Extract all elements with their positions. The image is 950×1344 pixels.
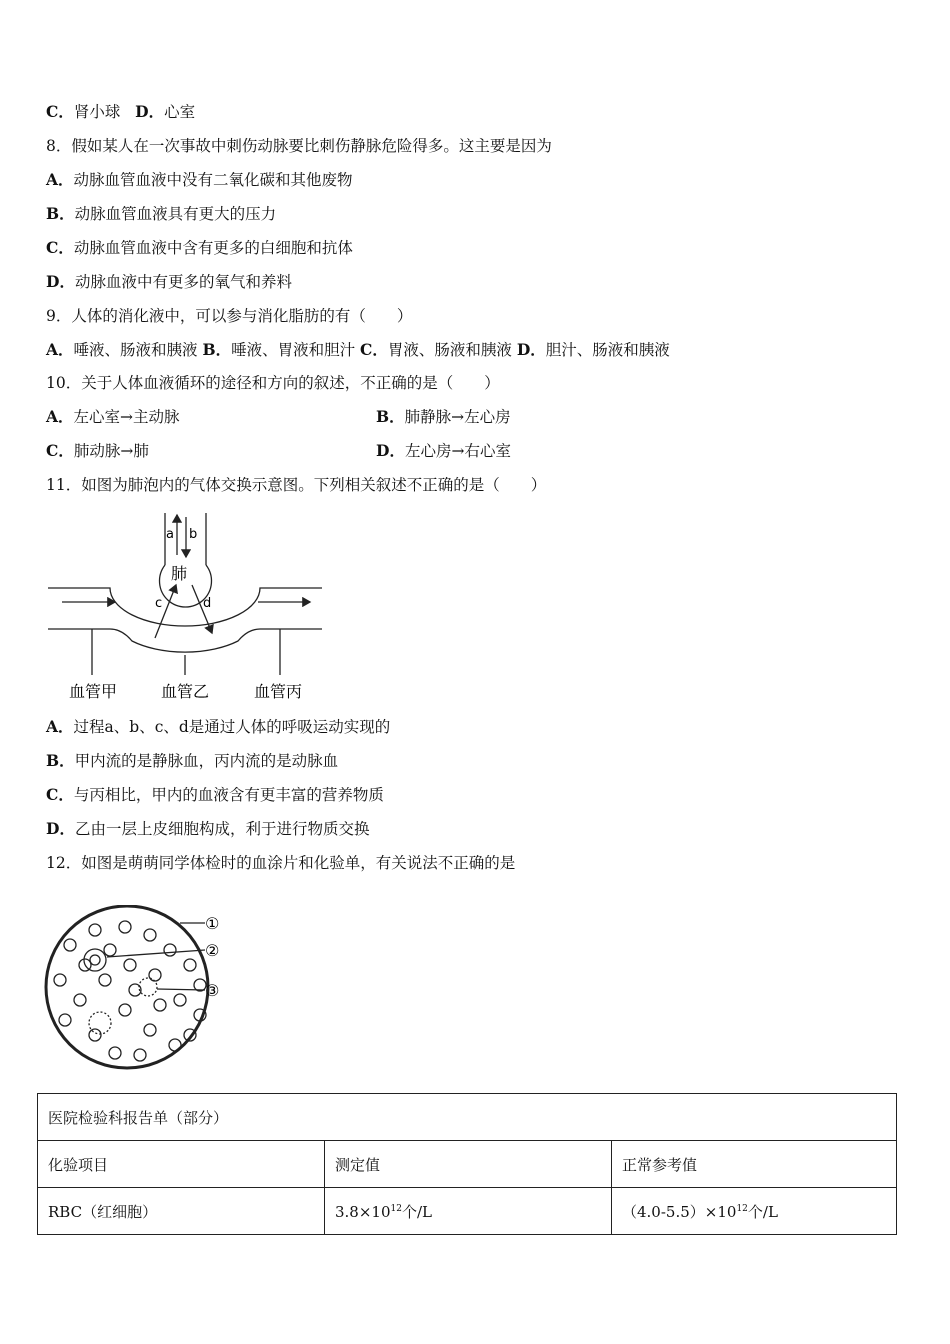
q8-option-c: C．动脉血管血液中含有更多的白细胞和抗体 [46, 238, 353, 257]
q10-stem: 10．关于人体血液循环的途径和方向的叙述，不正确的是（ ） [46, 374, 500, 392]
figure-label-a: a [166, 527, 174, 542]
report-cell-value: $3.8\times 10^{12}$个/L [325, 1188, 612, 1235]
q11-stem: 11．如图为肺泡内的气体交换示意图。下列相关叙述不正确的是（ ） [46, 476, 547, 494]
alveolus-gas-exchange-figure [40, 505, 340, 705]
q11-option-a: A．过程a、b、c、d是通过人体的呼吸运动实现的 [46, 717, 391, 736]
q11-option-b: B．甲内流的是静脉血，丙内流的是动脉血 [46, 751, 339, 770]
report-title: 医院检验科报告单（部分） [38, 1094, 897, 1141]
q8-option-d: D．动脉血液中有更多的氧气和养料 [46, 272, 292, 291]
figure-label-vessel-2: 血管乙 [161, 682, 210, 701]
blood-smear-mark-3: ③ [205, 981, 220, 1000]
q10-option-b: B．肺静脉→左心房 [376, 407, 511, 426]
q8-option-b: B．动脉血管血液具有更大的压力 [46, 204, 277, 223]
q9-options-line: A．唾液、肠液和胰液 B．唾液、胃液和胆汁 C．胃液、肠液和胰液 D．胆汁、肠液和胰液 [46, 340, 670, 359]
figure-label-alveolus: 肺 [171, 564, 188, 583]
q10-option-d: D．左心房→右心室 [376, 441, 511, 460]
q7-option-d-label: D． [135, 102, 165, 121]
q7-options-line [46, 102, 195, 122]
q12-stem: 12．如图是萌萌同学体检时的血涂片和化验单，有关说法不正确的是 [46, 854, 516, 872]
figure-label-vessel-3: 血管丙 [254, 682, 303, 701]
report-cell-reference: $(4.0-5.5)\times 10^{12}$个/L [612, 1188, 897, 1235]
q7-option-d-text: 心室 [164, 103, 196, 121]
q8-stem: 8．假如某人在一次事故中刺伤动脉要比刺伤静脉危险得多。这主要是因为 [46, 137, 552, 155]
q11-option-d: D．乙由一层上皮细胞构成，利于进行物质交换 [46, 819, 370, 838]
blood-smear-mark-2: ② [205, 941, 220, 960]
q10-option-a: A．左心室→主动脉 [46, 407, 180, 426]
figure-label-c: c [155, 596, 163, 611]
q7-option-c-label: C． [46, 102, 74, 121]
figure-label-d: d [203, 596, 212, 611]
report-header-value: 测定值 [325, 1141, 612, 1188]
figure-label-b: b [189, 527, 198, 542]
q7-option-c-text: 肾小球 [73, 103, 121, 121]
q8-option-a: A．动脉血管血液中没有二氧化碳和其他废物 [46, 170, 353, 189]
figure-label-vessel-1: 血管甲 [69, 682, 118, 701]
report-cell-item: RBC（红细胞） [38, 1188, 325, 1235]
blood-smear-figure [40, 905, 240, 1075]
report-header-reference: 正常参考值 [612, 1141, 897, 1188]
q10-option-c: C．肺动脉→肺 [46, 441, 149, 460]
q11-option-c: C．与丙相比，甲内的血液含有更丰富的营养物质 [46, 785, 384, 804]
report-header-item: 化验项目 [38, 1141, 325, 1188]
q9-stem: 9．人体的消化液中，可以参与消化脂肪的有（ ） [46, 307, 413, 325]
lab-report-table [37, 1093, 897, 1235]
blood-smear-mark-1: ① [205, 914, 220, 933]
table-row [38, 1188, 897, 1235]
